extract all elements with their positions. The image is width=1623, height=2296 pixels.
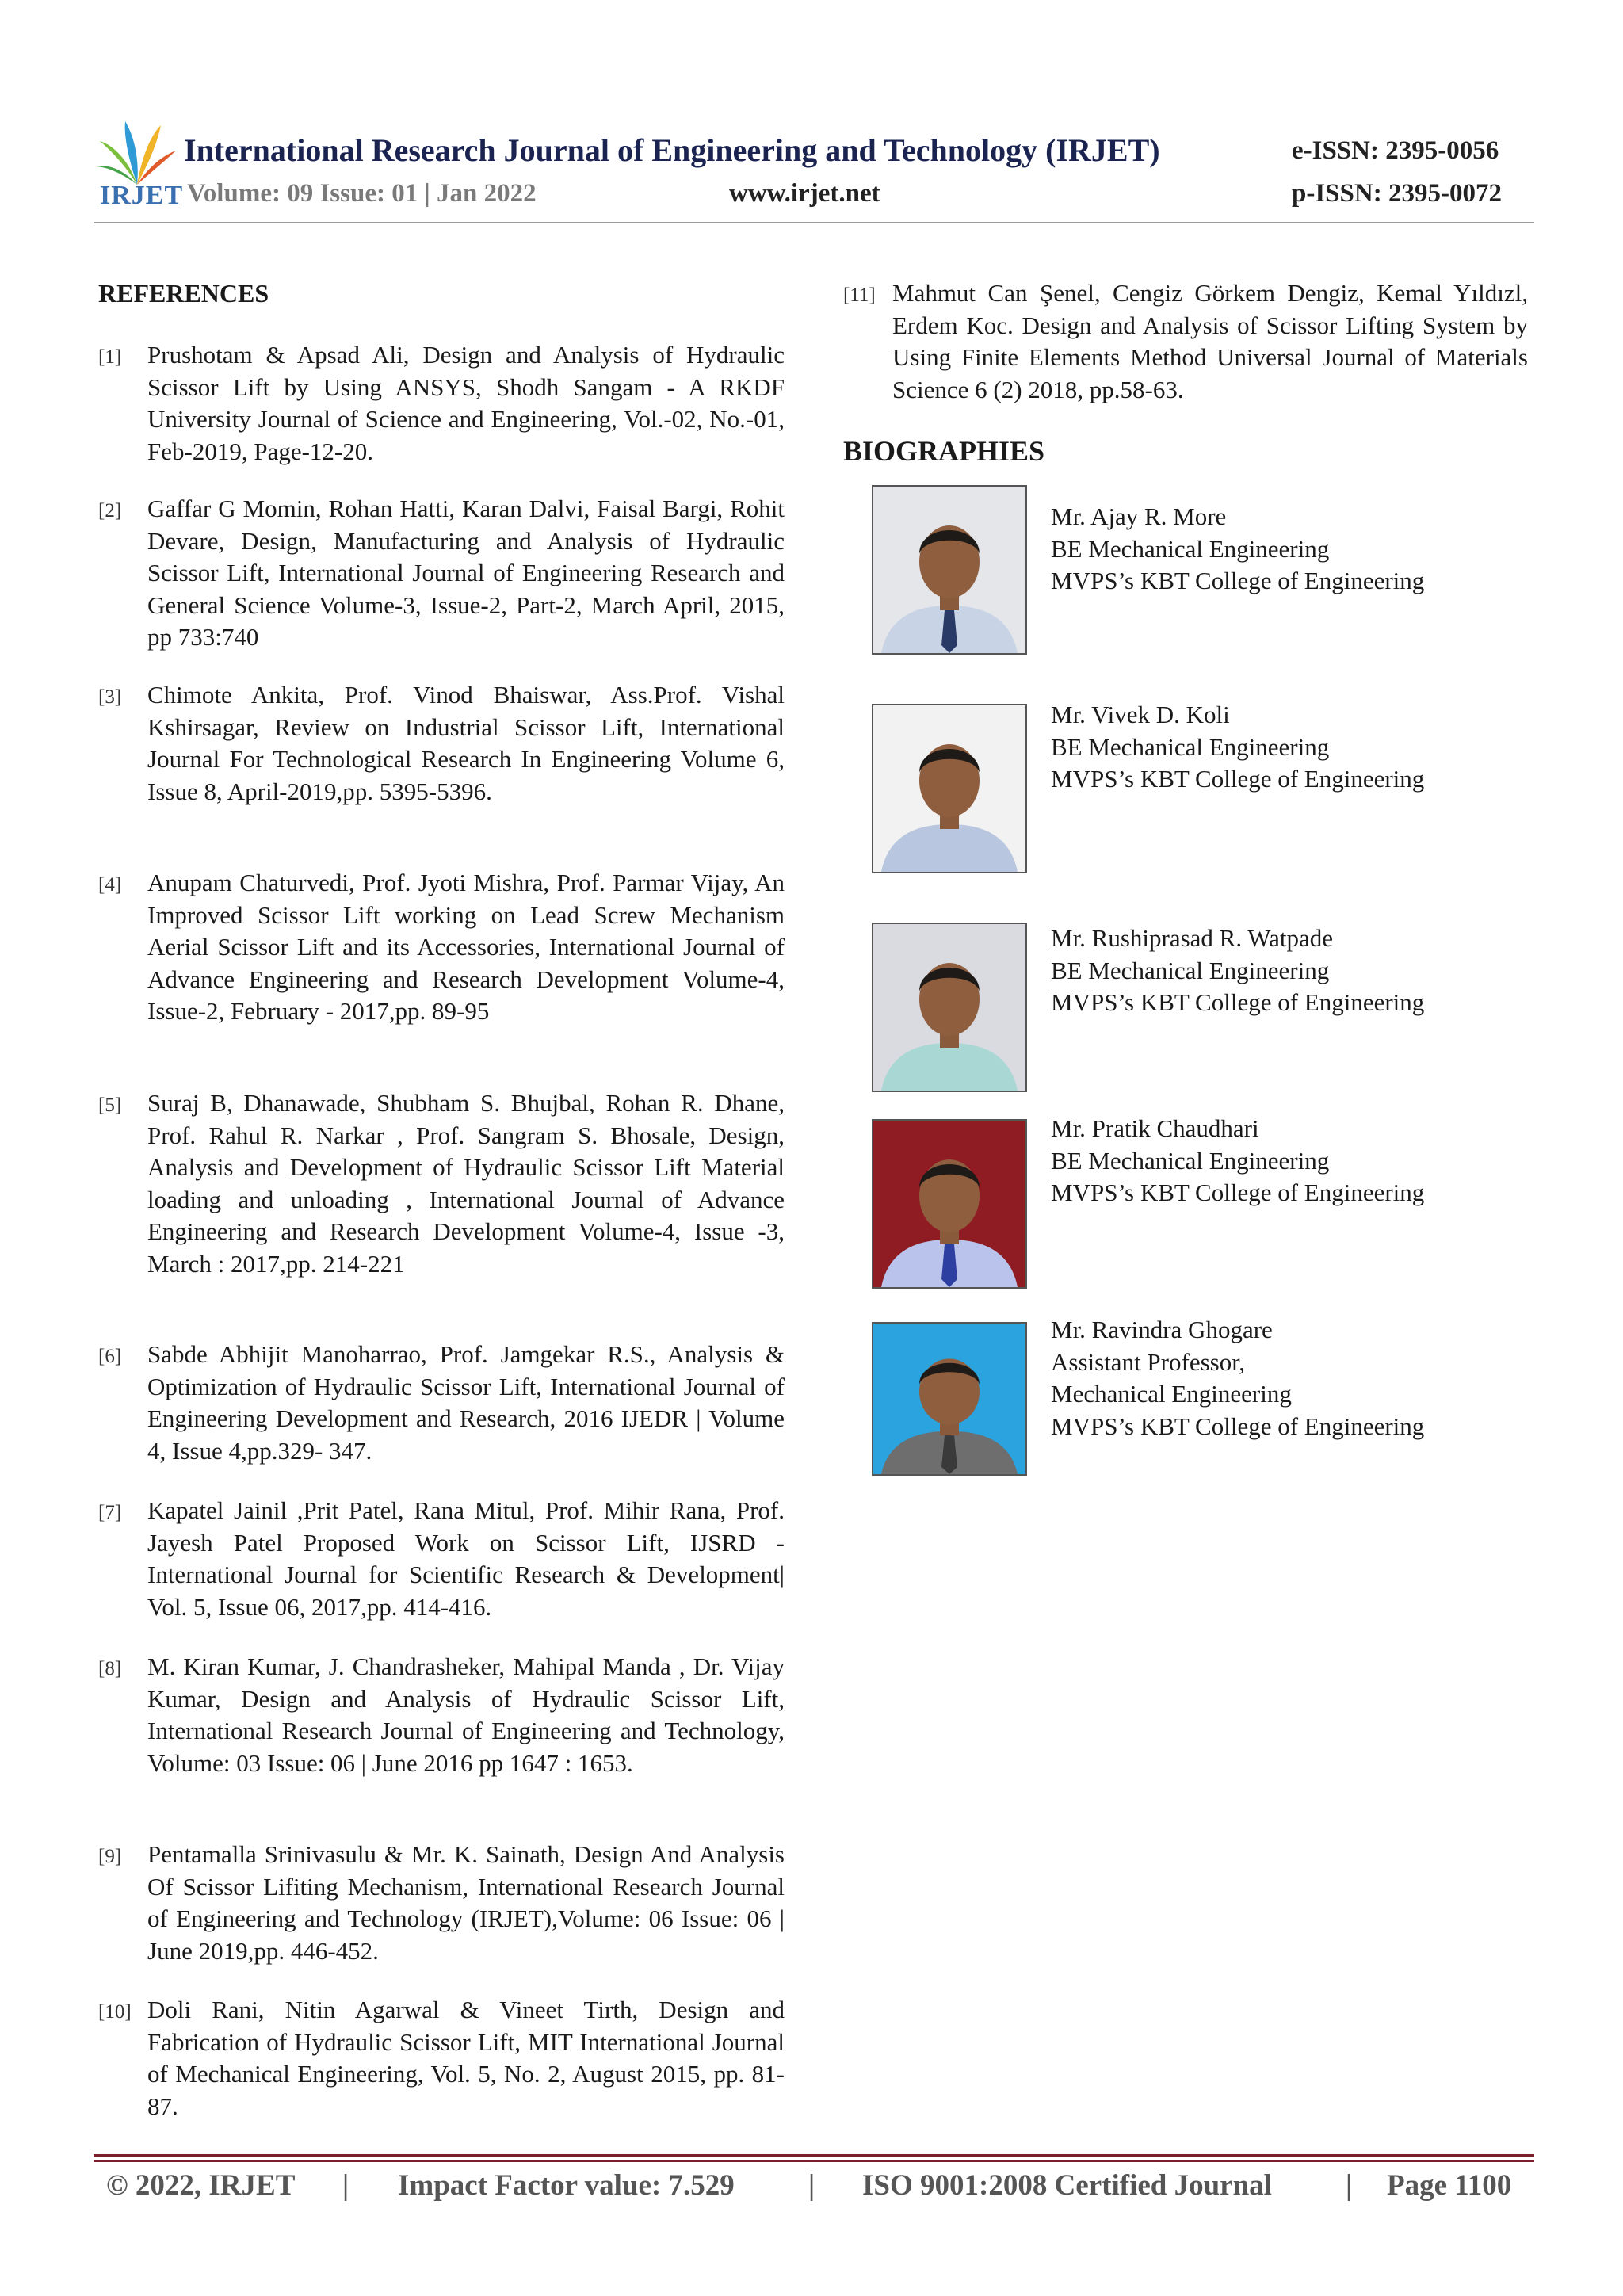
reference-item xyxy=(98,1087,785,1317)
footer-page-number: Page 1100 xyxy=(1387,2169,1512,2202)
author-department: Mechanical Engineering xyxy=(1051,1380,1292,1408)
reference-item xyxy=(98,1339,785,1473)
journal-title: International Research Journal of Engineering and Technology (IRJET) xyxy=(184,132,1160,168)
biography-text xyxy=(1051,501,1424,598)
reference-number: [8] xyxy=(98,1658,122,1679)
footer-separator: | xyxy=(808,2169,815,2202)
reference-text: Mahmut Can Şenel, Cengiz Görkem Dengiz, Kemal Yıldızl, Erdem Koc. Design and Analysis of Scissor Lifting System by Using Finite Elements Method Universal Journal of Materials Science 6 (2) 2018, pp.58-63. xyxy=(892,279,1528,403)
author-degree: BE Mechanical Engineering xyxy=(1051,1146,1330,1175)
person-silhouette-icon xyxy=(873,924,1025,1091)
biography-entry xyxy=(872,923,1537,1105)
author-name: Mr. Ajay R. More xyxy=(1051,502,1227,530)
reference-item xyxy=(843,277,1528,412)
biographies-heading: BIOGRAPHIES xyxy=(843,435,1045,467)
footer-separator: | xyxy=(1346,2169,1353,2202)
footer-divider xyxy=(94,2160,1534,2162)
author-degree: BE Mechanical Engineering xyxy=(1051,732,1330,761)
person-silhouette-icon xyxy=(873,487,1025,653)
reference-number: [4] xyxy=(98,874,122,896)
reference-text: Doli Rani, Nitin Agarwal & Vineet Tirth, Design and Fabrication of Hydraulic Scissor Lift, MIT International Journal of Mechanical Engineering, Vol. 5, No. 2, August 2015, pp. 81-87. xyxy=(147,1996,785,2120)
reference-text: M. Kiran Kumar, J. Chandrasheker, Mahipal Manda , Dr. Vijay Kumar, Design and Analysis of Hydraulic Scissor Lift, International Research Journal of Engineering and Technology, Volume: 03 Issue: 06 | June 2016 pp 1647 : 1653. xyxy=(147,1652,785,1777)
website-link[interactable]: www.irjet.net xyxy=(729,179,880,208)
pissn: p-ISSN: 2395-0072 xyxy=(1292,179,1502,208)
author-photo xyxy=(872,1119,1027,1289)
issue-line: Volume: 09 Issue: 01 | Jan 2022 xyxy=(187,179,537,208)
person-silhouette-icon xyxy=(873,705,1025,872)
reference-number: [3] xyxy=(98,686,122,708)
reference-text: Gaffar G Momin, Rohan Hatti, Karan Dalvi, Faisal Bargi, Rohit Devare, Design, Manufacturing and Analysis of Hydraulic Scissor Lift, International Journal of Engineering Research and General Science Volume-3, Issue-2, Part-2, March April, 2015, pp 733:740 xyxy=(147,495,785,651)
person-silhouette-icon xyxy=(873,1324,1025,1474)
reference-number: [1] xyxy=(98,346,122,368)
author-photo xyxy=(872,923,1027,1092)
biography-text xyxy=(1051,923,1424,1019)
reference-number: [9] xyxy=(98,1846,122,1867)
reference-item xyxy=(98,1994,785,2129)
reference-item xyxy=(98,1651,785,1817)
biography-entry xyxy=(872,1114,1537,1301)
footer-iso: ISO 9001:2008 Certified Journal xyxy=(862,2169,1272,2202)
author-photo xyxy=(872,704,1027,873)
footer-copyright: © 2022, IRJET xyxy=(106,2169,296,2202)
reference-text: Prushotam & Apsad Ali, Design and Analysis of Hydraulic Scissor Lift by Using ANSYS, Shodh Sangam - A RKDF University Journal of Science and Engineering, Vol.-02, No.-01, Feb-2019, Page-12-20. xyxy=(147,341,785,465)
reference-number: [2] xyxy=(98,500,122,521)
author-college: MVPS’s KBT College of Engineering xyxy=(1051,988,1425,1016)
reference-text: Anupam Chaturvedi, Prof. Jyoti Mishra, Prof. Parmar Vijay, An Improved Scissor Lift working on Lead Screw Mechanism Aerial Scissor Lift and its Accessories, International Journal of Advance Engineering and Research Development Volume-4, Issue-2, February - 2017,pp. 89-95 xyxy=(147,869,785,1025)
reference-number: [11] xyxy=(843,285,876,306)
author-college: MVPS’s KBT College of Engineering xyxy=(1051,567,1425,594)
eissn: e-ISSN: 2395-0056 xyxy=(1292,136,1499,165)
reference-item xyxy=(98,679,785,846)
author-name: Mr. Rushiprasad R. Watpade xyxy=(1051,924,1333,952)
reference-item xyxy=(98,867,785,1065)
author-title: Assistant Professor, xyxy=(1051,1347,1246,1376)
header-divider xyxy=(94,222,1534,223)
irjet-logo xyxy=(94,117,184,212)
biography-entry xyxy=(872,1316,1537,1480)
footer-divider xyxy=(94,2154,1534,2157)
biography-entry xyxy=(872,701,1537,886)
reference-number: [10] xyxy=(98,2001,132,2023)
author-college: MVPS’s KBT College of Engineering xyxy=(1051,1179,1425,1206)
leaf-logo-icon xyxy=(94,117,181,189)
reference-text: Pentamalla Srinivasulu & Mr. K. Sainath, Design And Analysis Of Scissor Lifiting Mechanism, International Research Journal of Engineering and Technology (IRJET),Volume: 06 Issue: 06 | June 2019,pp. 446-452. xyxy=(147,1840,785,1965)
reference-text: Kapatel Jainil ,Prit Patel, Rana Mitul, Prof. Mihir Rana, Prof. Jayesh Patel Proposed Work on Scissor Lift, IJSRD - International Journal for Scientific Research & Development| Vol. 5, Issue 06, 2017,pp. 414-416. xyxy=(147,1496,785,1621)
reference-item xyxy=(98,1495,785,1629)
author-college: MVPS’s KBT College of Engineering xyxy=(1051,1412,1425,1440)
author-photo xyxy=(872,485,1027,655)
biography-text xyxy=(1051,1113,1424,1209)
footer xyxy=(103,2168,1529,2208)
footer-impact-factor: Impact Factor value: 7.529 xyxy=(398,2169,735,2202)
reference-number: [7] xyxy=(98,1502,122,1523)
reference-text: Suraj B, Dhanawade, Shubham S. Bhujbal, Rohan R. Dhane, Prof. Rahul R. Narkar , Prof. Sangram S. Bhosale, Design, Analysis and Development of Hydraulic Scissor Lift Material loading and unloading , International Journal of Advance Engineering and Research Development Volume-4, Issue -3, March : 2017,pp. 214-221 xyxy=(147,1089,785,1278)
author-degree: BE Mechanical Engineering xyxy=(1051,956,1330,984)
footer-separator: | xyxy=(342,2169,349,2202)
author-name: Mr. Ravindra Ghogare xyxy=(1051,1316,1273,1343)
biography-text xyxy=(1051,699,1424,796)
reference-item xyxy=(98,1839,785,1973)
author-degree: BE Mechanical Engineering xyxy=(1051,534,1330,563)
biography-entry xyxy=(872,485,1537,667)
reference-item xyxy=(98,493,785,659)
logo-text: IRJET xyxy=(100,181,184,210)
author-name: Mr. Pratik Chaudhari xyxy=(1051,1114,1259,1142)
person-silhouette-icon xyxy=(873,1121,1025,1287)
reference-text: Chimote Ankita, Prof. Vinod Bhaiswar, Ass.Prof. Vishal Kshirsagar, Review on Industrial Scissor Lift, International Journal For Technological Research In Engineering Volume 6, Issue 8, April-2019,pp. 5395-5396. xyxy=(147,681,785,805)
author-name: Mr. Vivek D. Koli xyxy=(1051,701,1230,728)
reference-text: Sabde Abhijit Manoharrao, Prof. Jamgekar R.S., Analysis & Optimization of Hydraulic Scissor Lift, International Journal of Engineering Development and Research, 2016 IJEDR | Volume 4, Issue 4,pp.329- 347. xyxy=(147,1340,785,1465)
reference-number: [5] xyxy=(98,1095,122,1116)
biography-text xyxy=(1051,1314,1424,1442)
author-college: MVPS’s KBT College of Engineering xyxy=(1051,765,1425,793)
reference-item xyxy=(98,339,785,474)
reference-number: [6] xyxy=(98,1346,122,1367)
author-photo xyxy=(872,1322,1027,1476)
references-heading: REFERENCES xyxy=(98,279,269,308)
